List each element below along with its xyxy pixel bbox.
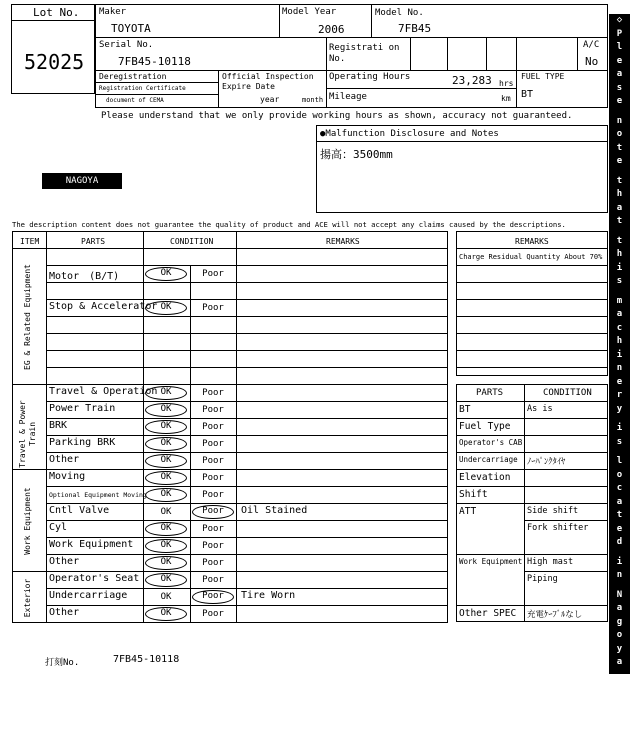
condition-ok: OK xyxy=(145,267,187,281)
model-no-label: Model No. xyxy=(375,8,424,18)
sidebar-char: l xyxy=(609,455,630,469)
sidebar-char: a xyxy=(609,689,630,703)
notice-text: Please understand that we only provide working hours as shown, accuracy not guaranteed. xyxy=(101,111,572,121)
condition-ok: OK xyxy=(145,471,187,485)
condition-ok: OK xyxy=(145,454,187,468)
parts-row-part: Other SPEC xyxy=(459,608,516,619)
month-label: month xyxy=(302,96,323,104)
row-part-label: Stop & Accelerator xyxy=(49,301,157,312)
row-part-label: Cyl xyxy=(49,522,67,533)
parts-row-part: BT xyxy=(459,404,470,415)
sidebar-char: ◇ xyxy=(609,14,630,28)
parts-row-part: ATT xyxy=(459,506,476,517)
row-remark: Oil Stained xyxy=(241,505,307,516)
sidebar-char: r xyxy=(609,703,630,717)
row-part-label: Optional Equipment Moving xyxy=(49,491,147,499)
row-part-label: Motor (B/T) xyxy=(49,267,119,282)
sidebar-char: r xyxy=(609,389,630,403)
sidebar-char: a xyxy=(609,202,630,216)
condition-ok: OK xyxy=(145,488,187,502)
condition-poor: Poor xyxy=(192,505,234,519)
sidebar-char: e xyxy=(609,523,630,537)
condition-poor: Poor xyxy=(192,403,234,417)
serial-value: 7FB45-10118 xyxy=(118,55,191,68)
maker-label: Maker xyxy=(99,7,126,17)
header-remarks: REMARKS xyxy=(326,237,360,246)
header-condition: CONDITION xyxy=(170,237,213,246)
sidebar-char: n xyxy=(609,115,630,129)
model-no-value: 7FB45 xyxy=(398,22,431,35)
stamp-value: 7FB45-10118 xyxy=(113,654,179,665)
sidebar-char: h xyxy=(609,248,630,262)
ac-label: A/C xyxy=(583,40,599,50)
condition-ok: OK xyxy=(145,505,187,519)
parts-row-condition: ﾉｰﾊﾟﾝｸﾀｲﾔ xyxy=(527,455,565,467)
sidebar-char: s xyxy=(609,275,630,289)
sidebar-char: t xyxy=(609,215,630,229)
section-eg: EG & Related Equipment xyxy=(23,247,35,387)
registration-label: Registrati on No. xyxy=(329,43,409,65)
sidebar-char: m xyxy=(609,295,630,309)
parts-row-condition: As is xyxy=(527,404,553,414)
condition-poor: Poor xyxy=(192,471,234,485)
stamp-label: 打刻No. xyxy=(45,655,79,668)
condition-poor: Poor xyxy=(192,301,234,315)
row-part-label: Operator's Seat xyxy=(49,573,139,584)
row-remark: Tire Worn xyxy=(241,590,295,601)
condition-poor: Poor xyxy=(192,607,234,621)
operating-hours-value: 23,283 xyxy=(452,74,492,87)
ac-value: No xyxy=(585,55,598,68)
sidebar-char: e xyxy=(609,155,630,169)
row-part-label: BRK xyxy=(49,420,67,431)
sidebar-char: P xyxy=(609,28,630,42)
sidebar-char: i xyxy=(609,422,630,436)
row-part-label: Moving xyxy=(49,471,85,482)
sidebar-char: c xyxy=(609,482,630,496)
condition-poor: Poor xyxy=(192,556,234,570)
sidebar-char: g xyxy=(609,616,630,630)
operating-hours-label: Operating Hours xyxy=(329,72,410,82)
parts-row-part: Work Equipment xyxy=(459,557,522,566)
hrs-unit: hrs xyxy=(499,79,513,88)
row-part-label: Other xyxy=(49,454,79,465)
parts-row-condition: Piping xyxy=(527,574,558,584)
location-badge-text: NAGOYA xyxy=(66,176,99,186)
parts-row-condition: High mast xyxy=(527,557,573,567)
sidebar-char: n xyxy=(609,569,630,583)
sidebar-char: t xyxy=(609,142,630,156)
condition-poor: Poor xyxy=(192,590,234,604)
condition-poor: Poor xyxy=(192,386,234,400)
sidebar-char: i xyxy=(609,262,630,276)
condition-ok: OK xyxy=(145,420,187,434)
section-work: Work Equipment xyxy=(23,481,35,561)
inspection-label: Official Inspection Expire Date xyxy=(222,72,322,92)
header-parts: PARTS xyxy=(81,237,105,246)
row-part-label: Cntl Valve xyxy=(49,505,109,516)
location-sidebar xyxy=(609,14,630,674)
sidebar-char: i xyxy=(609,556,630,570)
fuel-type-label: FUEL TYPE xyxy=(521,72,564,81)
row-part-label: Travel & Operation xyxy=(49,386,157,397)
sidebar-char: y xyxy=(609,403,630,417)
parts-row-condition: Side shift xyxy=(527,506,578,516)
disclaimer-text: The description content does not guarantee the quality of product and ACE will not accept any claims caused by the descriptions. xyxy=(12,220,566,229)
condition-ok: OK xyxy=(145,556,187,570)
parts-condition-header: CONDITION xyxy=(543,388,592,398)
lot-label: Lot No. xyxy=(33,6,79,19)
row-part-label: Power Train xyxy=(49,403,115,414)
header-item: ITEM xyxy=(20,237,39,246)
condition-ok: OK xyxy=(145,522,187,536)
fuel-type-value: BT xyxy=(521,89,533,100)
registration-certificate-label: Registration Certificate xyxy=(99,85,186,92)
sidebar-char: o xyxy=(609,128,630,142)
sidebar-char: a xyxy=(609,308,630,322)
lot-number: 52025 xyxy=(24,50,84,74)
parts-header: PARTS xyxy=(476,388,503,398)
condition-ok: OK xyxy=(145,403,187,417)
sidebar-char: s xyxy=(609,436,630,450)
condition-poor: Poor xyxy=(192,522,234,536)
condition-poor: Poor xyxy=(192,267,234,281)
sidebar-char: N xyxy=(609,589,630,603)
condition-poor: Poor xyxy=(192,420,234,434)
sidebar-char: e xyxy=(609,376,630,390)
section-travel: Travel & Power Train xyxy=(18,394,42,474)
sidebar-char: a xyxy=(609,496,630,510)
row-part-label: Parking BRK xyxy=(49,437,115,448)
parts-row-part: Elevation xyxy=(459,472,510,483)
year-label: year xyxy=(260,95,279,104)
condition-ok: OK xyxy=(145,539,187,553)
parts-row-part: Operator's CAB xyxy=(459,438,522,447)
deregistration-label: Deregistration xyxy=(99,72,166,81)
sidebar-char: e xyxy=(609,55,630,69)
condition-ok: OK xyxy=(145,386,187,400)
location-badge xyxy=(42,173,122,189)
model-year-value: 2006 xyxy=(318,23,345,36)
condition-poor: Poor xyxy=(192,488,234,502)
sidebar-char: a xyxy=(609,656,630,670)
row-part-label: Other xyxy=(49,556,79,567)
row-part-label: Undercarriage xyxy=(49,590,127,601)
serial-label: Serial No. xyxy=(99,40,153,50)
km-unit: km xyxy=(501,94,511,103)
sidebar-char: o xyxy=(609,469,630,483)
sidebar-char: o xyxy=(609,629,630,643)
condition-poor: Poor xyxy=(192,454,234,468)
model-year-label: Model Year xyxy=(282,7,336,17)
parts-row-part: Shift xyxy=(459,489,488,500)
sidebar-char: t xyxy=(609,235,630,249)
sidebar-char: t xyxy=(609,509,630,523)
sidebar-char: n xyxy=(609,362,630,376)
condition-poor: Poor xyxy=(192,437,234,451)
sidebar-char: t xyxy=(609,175,630,189)
parts-row-part: Fuel Type xyxy=(459,421,510,432)
sidebar-char: s xyxy=(609,82,630,96)
row-part-label: Other xyxy=(49,607,79,618)
sidebar-char: c xyxy=(609,322,630,336)
malfunction-note: 揚高：3500mm xyxy=(320,146,393,162)
condition-poor: Poor xyxy=(192,573,234,587)
sidebar-char: i xyxy=(609,349,630,363)
sidebar-char: a xyxy=(609,602,630,616)
malfunction-title: ●Malfunction Disclosure and Notes xyxy=(320,129,499,139)
condition-poor: Poor xyxy=(192,539,234,553)
remarks-table-header: REMARKS xyxy=(515,237,549,246)
mileage-label: Mileage xyxy=(329,92,367,102)
condition-ok: OK xyxy=(145,301,187,315)
cema-label: document of CEMA xyxy=(106,97,164,104)
condition-ok: OK xyxy=(145,590,187,604)
condition-ok: OK xyxy=(145,573,187,587)
sidebar-char: h xyxy=(609,188,630,202)
remarks-first-row: Charge Residual Quantity About 70% xyxy=(459,253,602,261)
maker-value: TOYOTA xyxy=(111,22,151,35)
sidebar-char: e xyxy=(609,95,630,109)
sidebar-char: d xyxy=(609,716,630,730)
sidebar-char: y xyxy=(609,643,630,657)
sidebar-char: l xyxy=(609,41,630,55)
section-exterior: Exterior xyxy=(23,568,35,628)
condition-ok: OK xyxy=(145,437,187,451)
sidebar-char: ◇ xyxy=(609,730,630,743)
row-part-label: Work Equipment xyxy=(49,539,133,550)
parts-row-condition: 充電ｹｰﾌﾞﾙなし xyxy=(527,608,582,620)
sidebar-char: d xyxy=(609,536,630,550)
parts-row-part: Undercarriage xyxy=(459,455,518,464)
sidebar-char: h xyxy=(609,335,630,349)
sidebar-char: Y xyxy=(609,676,630,690)
condition-ok: OK xyxy=(145,607,187,621)
sidebar-char: a xyxy=(609,68,630,82)
parts-row-condition: Fork shifter xyxy=(527,523,588,533)
